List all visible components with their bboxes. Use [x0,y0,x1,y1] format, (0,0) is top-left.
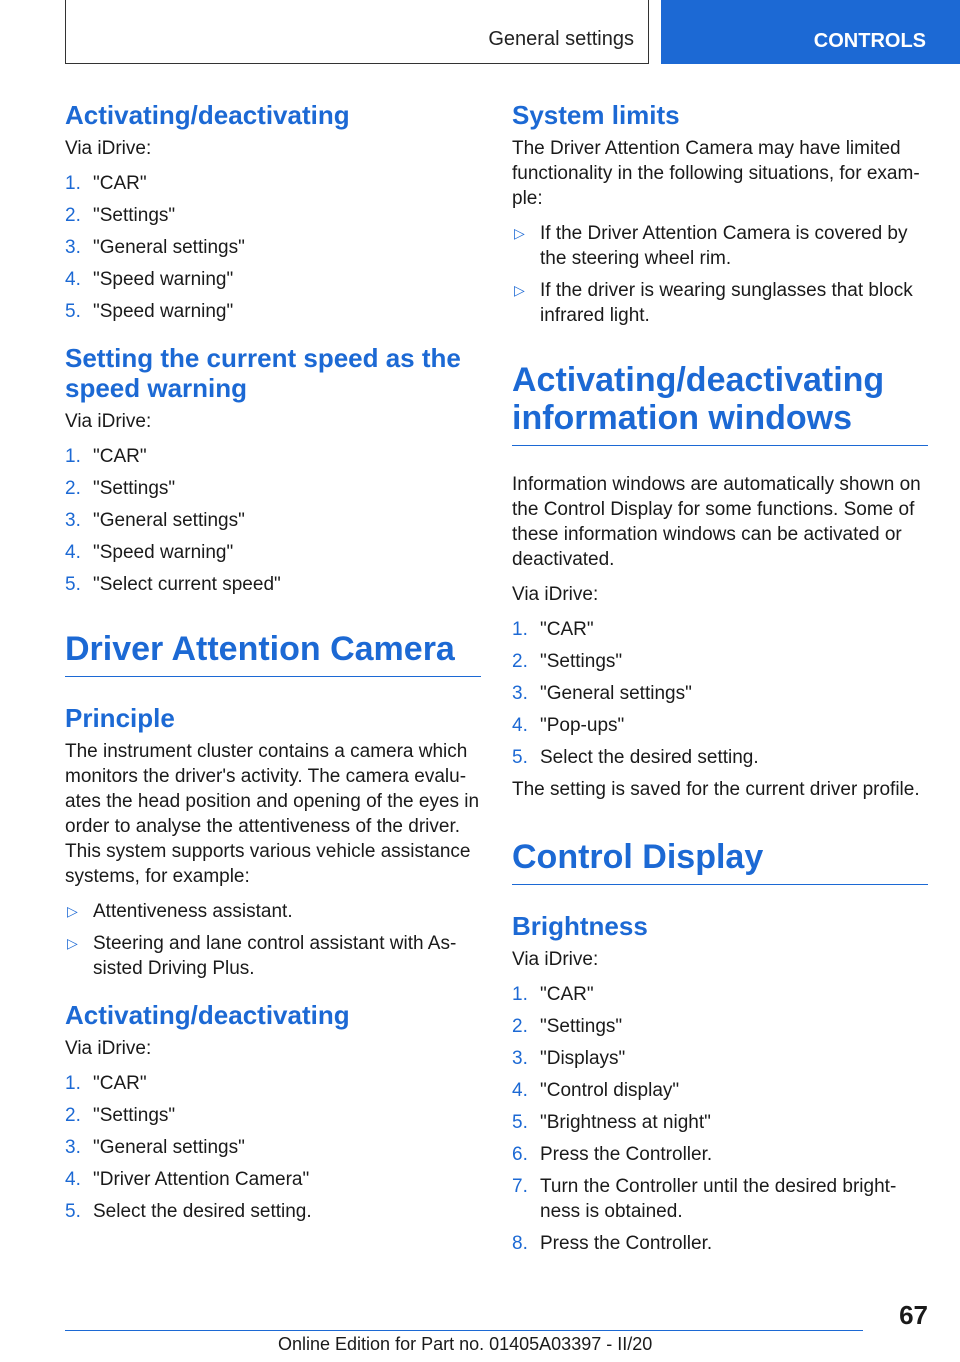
via-idrive-text: Via iDrive: [512,949,599,970]
via-idrive-text: Via iDrive: [65,1038,152,1059]
section-heading: Brightness [512,911,648,941]
chapter-tab[interactable]: CONTROLS [661,0,960,64]
chapter-heading: Activating/deactivating information windows [512,361,928,446]
body-text: The Driver Attention Camera may have limited functionality in the following situations, for example: [512,138,920,209]
list-item: 6. Press the Controller. [512,1144,713,1165]
list-item: 5. "Select current speed" [65,574,281,595]
body-text: The instrument cluster contains a camera which monitors the driver's activity. The camera evaluates the head position and opening of the eyes in order to analyse the attentiveness of the driver. This system supports various vehicle assistance systems, for example: [65,741,480,887]
list-item: 1. "CAR" [65,446,147,467]
chapter-heading: Control Display [512,838,928,885]
list-item: 4. "Control display" [512,1080,680,1101]
list-item: 4. "Speed warning" [65,542,234,563]
header-section-title: General settings [488,28,634,50]
list-item: 4. "Speed warning" [65,269,234,290]
left-column [65,100,481,1231]
triangle-bullet-icon: ▷ [67,935,78,951]
list-item: 4. "Driver Attention Camera" [65,1169,310,1190]
list-item: 2. "Settings" [512,651,623,672]
list-item: 1. "CAR" [512,619,594,640]
triangle-bullet-icon: ▷ [67,903,78,919]
list-item: 5. Select the desired setting. [512,747,759,768]
section-heading: Activating/deactivating [65,100,350,130]
list-item: 3. "General settings" [512,683,692,704]
header-box [65,0,649,64]
via-idrive-text: Via iDrive: [65,138,152,159]
list-item: 8. Press the Controller. [512,1233,713,1254]
right-column [512,100,928,1263]
step-list [65,444,481,597]
section-heading: Activating/deactivating [65,1000,350,1030]
list-item: 3. "General settings" [65,510,245,531]
list-item: 7. Turn the Controller until the desired brightness is obtained. [512,1176,897,1222]
list-item: 2. "Settings" [65,205,176,226]
section-heading: System limits [512,100,680,130]
body-text: Information windows are automatically shown on the Control Display for some functions. Some of these information windows can be activated or deactivated. [512,474,921,570]
list-item: 5. Select the desired setting. [65,1201,312,1222]
edition-text: Online Edition for Part no. 01405A03397 - II/20 [278,1334,653,1354]
list-item: ▷ If the driver is wearing sunglasses that block infrared light. [514,280,913,326]
note-text: The setting is saved for the current driver profile. [512,779,920,800]
list-item: 2. "Settings" [65,1105,176,1126]
list-item: 5. "Speed warning" [65,301,234,322]
list-item: ▷ Steering and lane control assistant with Assisted Driving Plus. [67,933,457,979]
list-item: 1. "CAR" [512,984,594,1005]
step-list [512,617,928,770]
list-item: 3. "General settings" [65,1137,245,1158]
step-list [65,171,481,324]
section-heading: Principle [65,703,175,733]
list-item: 2. "Settings" [65,478,176,499]
list-item: ▷ Attentiveness assistant. [67,901,293,922]
triangle-bullet-icon: ▷ [514,282,525,298]
list-item: ▷ If the Driver Attention Camera is covered by the steering wheel rim. [514,223,908,269]
triangle-bullet-icon: ▷ [514,225,525,241]
footer-divider [65,1330,863,1331]
list-item: 3. "Displays" [512,1048,626,1069]
list-item: 3. "General settings" [65,237,245,258]
bullet-list [65,899,481,981]
step-list [512,982,928,1256]
list-item: 1. "CAR" [65,1073,147,1094]
list-item: 4. "Pop-ups" [512,715,625,736]
section-heading: Setting the current speed as the speed warning [65,343,461,403]
bullet-list [512,221,928,328]
list-item: 5. "Brightness at night" [512,1112,711,1133]
list-item: 2. "Settings" [512,1016,623,1037]
list-item: 1. "CAR" [65,173,147,194]
step-list [65,1071,481,1224]
chapter-heading: Driver Attention Camera [65,630,481,677]
via-idrive-text: Via iDrive: [65,411,152,432]
page-number: 67 [899,1300,928,1330]
via-idrive-text: Via iDrive: [512,584,599,605]
